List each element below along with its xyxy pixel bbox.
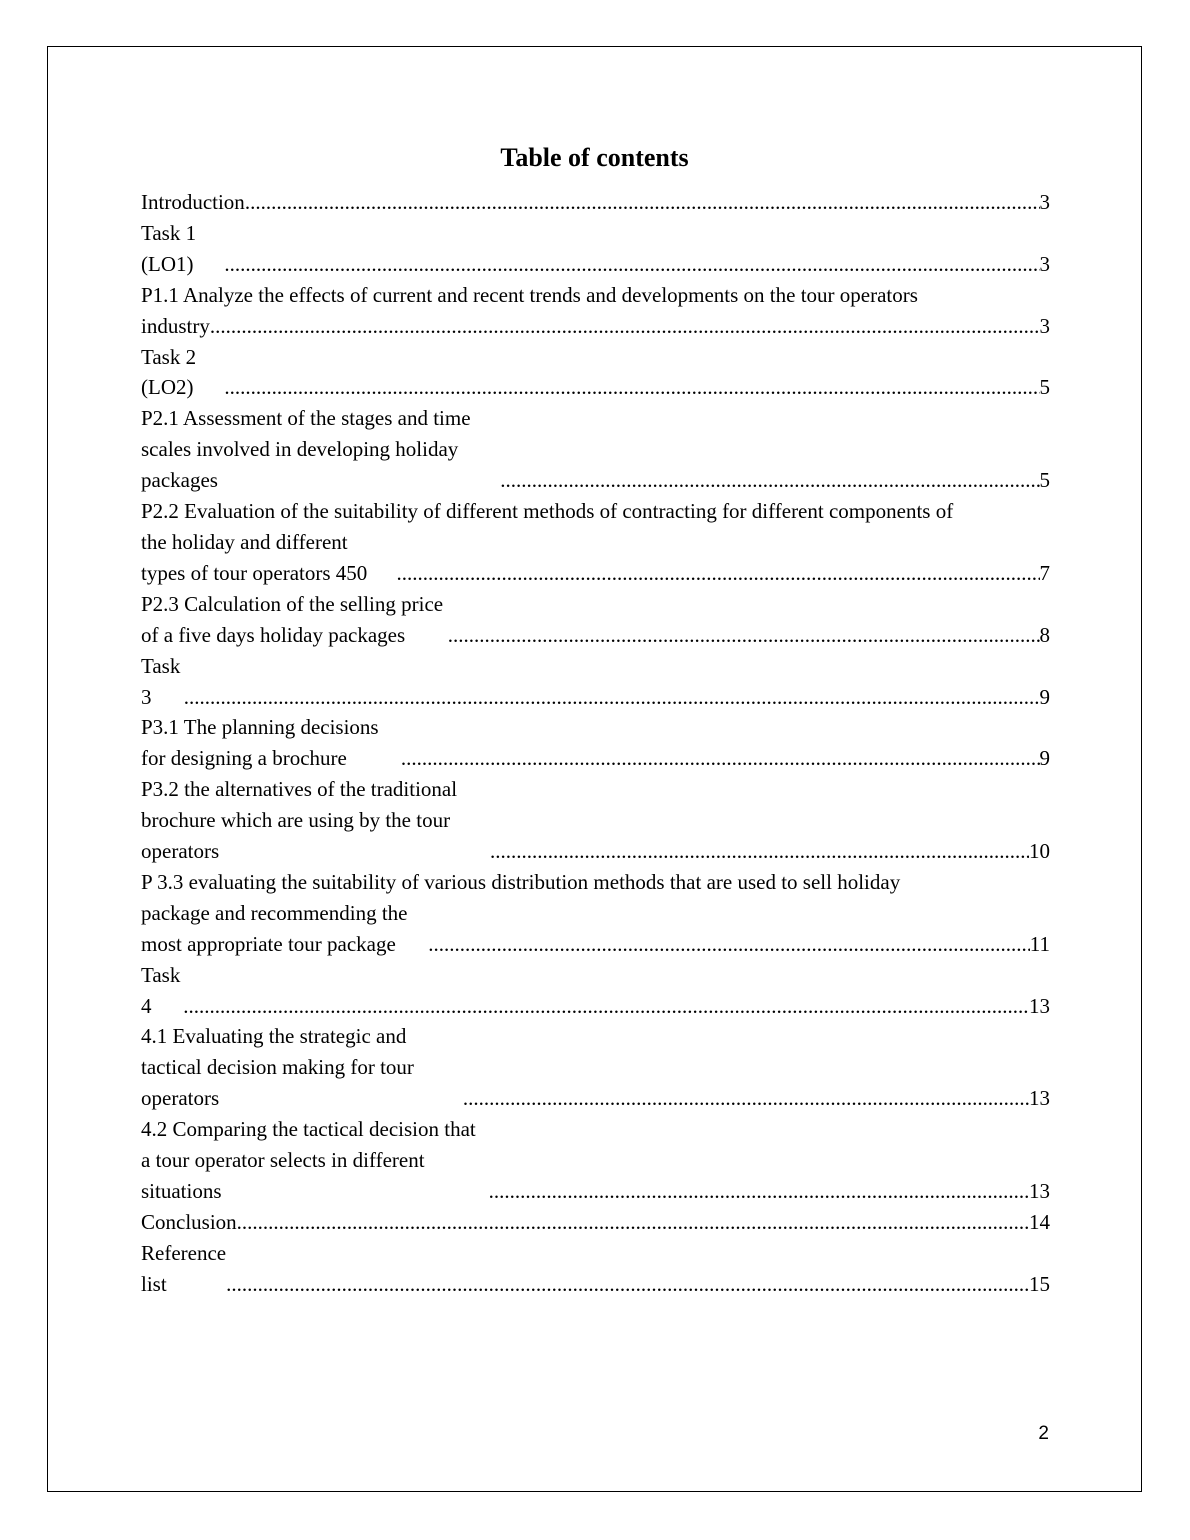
toc-entry-text-line2: the holiday and different types of tour operators 450 — [141, 529, 368, 585]
toc-entry-page: 13 — [1029, 1086, 1050, 1111]
toc-leader-dots — [224, 372, 1039, 403]
toc-entry-page: 9 — [1039, 684, 1050, 709]
toc-entry[interactable] — [141, 1021, 1050, 1114]
toc-leader-dots — [489, 1176, 1029, 1207]
toc-entry-text: Conclusion — [141, 1209, 237, 1234]
toc-title: Table of contents — [500, 143, 689, 172]
toc-entry-text: 4.2 Comparing the tactical decision that a tour operator selects in different situations — [141, 1117, 476, 1203]
toc-entry[interactable] — [141, 342, 1050, 404]
toc-entry-text: 4.1 Evaluating the strategic and tactical decision making for tour operators — [141, 1024, 414, 1111]
toc-entry[interactable] — [141, 218, 1050, 280]
toc-leader-dots — [245, 187, 1040, 218]
toc-entry-page: 5 — [1039, 468, 1050, 493]
toc-entry-page: 13 — [1029, 1179, 1050, 1203]
toc-leader-dots — [224, 249, 1039, 280]
toc-leader-dots — [490, 836, 1029, 867]
toc-entry-page: 3 — [1039, 251, 1050, 276]
toc-entry-page: 10 — [1029, 839, 1050, 864]
toc-entry-text: Reference list — [141, 1240, 227, 1296]
page-number: 2 — [1038, 1423, 1049, 1444]
toc-entry[interactable] — [141, 867, 1050, 960]
toc-entry[interactable] — [141, 774, 1050, 867]
document-page — [47, 46, 1142, 1492]
toc-entry[interactable] — [141, 1114, 1050, 1207]
toc-entry[interactable] — [141, 651, 1050, 713]
toc-entry[interactable] — [141, 496, 1050, 589]
toc-entry[interactable] — [141, 712, 1050, 774]
toc-entry-page: 14 — [1029, 1209, 1050, 1234]
toc-leader-dots — [237, 1207, 1029, 1238]
toc-entry-text: Task 4 — [141, 962, 181, 1018]
toc-entry-text: Task 3 — [141, 653, 181, 709]
toc-entry-text-line1: P2.2 Evaluation of the suitability of different methods of contracting for different components of — [141, 499, 954, 524]
toc-entry[interactable] — [141, 187, 1050, 218]
toc-leader-dots — [397, 558, 1040, 589]
toc-entry-text: P3.2 the alternatives of the traditional brochure which are using by the tour operators — [141, 777, 458, 864]
toc-leader-dots — [448, 620, 1040, 651]
toc-entry-page: 13 — [1029, 993, 1050, 1018]
toc-leader-dots — [210, 311, 1040, 342]
toc-entry[interactable] — [141, 280, 1050, 342]
toc-entry[interactable] — [141, 589, 1050, 651]
toc-leader-dots — [463, 1083, 1029, 1114]
toc-entry-page: 11 — [1029, 931, 1050, 956]
toc-entry-text: Task 2 (LO2) — [141, 344, 197, 400]
toc-entry-page: 3 — [1039, 313, 1050, 338]
toc-entry-text: Task 1 (LO1) — [141, 220, 197, 276]
toc-entry-text-line2: industry — [141, 313, 210, 338]
toc-leader-dots — [500, 465, 1039, 496]
toc-entry-text-line1: P1.1 Analyze the effects of current and recent trends and developments on the tour operators — [141, 282, 918, 307]
toc-entry-page: 5 — [1039, 375, 1050, 400]
toc-entry[interactable] — [141, 403, 1050, 496]
toc-leader-dots — [183, 991, 1029, 1022]
toc-entry[interactable] — [141, 1207, 1050, 1238]
toc-entry-text-line1: P 3.3 evaluating the suitability of various distribution methods that are used to sell holiday — [141, 869, 901, 894]
toc-entry-text: Introduction — [141, 190, 245, 214]
toc-entry-text: P2.1 Assessment of the stages and time scales involved in developing holiday packages — [141, 406, 471, 493]
toc-entry-page: 9 — [1039, 746, 1050, 771]
toc-leader-dots — [401, 743, 1040, 774]
toc-entry[interactable] — [141, 1238, 1050, 1300]
toc-entry-page: 8 — [1039, 622, 1050, 647]
toc-entry[interactable] — [141, 960, 1050, 1022]
toc-entry-page: 15 — [1029, 1271, 1050, 1296]
toc-entry-text: P2.3 Calculation of the selling price of a five days holiday packages — [141, 591, 444, 647]
toc-leader-dots — [428, 929, 1030, 960]
toc-list — [141, 187, 1050, 1300]
toc-entry-page: 3 — [1039, 190, 1050, 214]
toc-entry-text-line2: package and recommending the most appropriate tour package — [141, 900, 408, 956]
toc-entry-text: P3.1 The planning decisions for designing a brochure — [141, 715, 379, 771]
toc-entry-page: 7 — [1039, 560, 1050, 585]
toc-leader-dots — [226, 1269, 1029, 1300]
toc-leader-dots — [184, 682, 1040, 713]
